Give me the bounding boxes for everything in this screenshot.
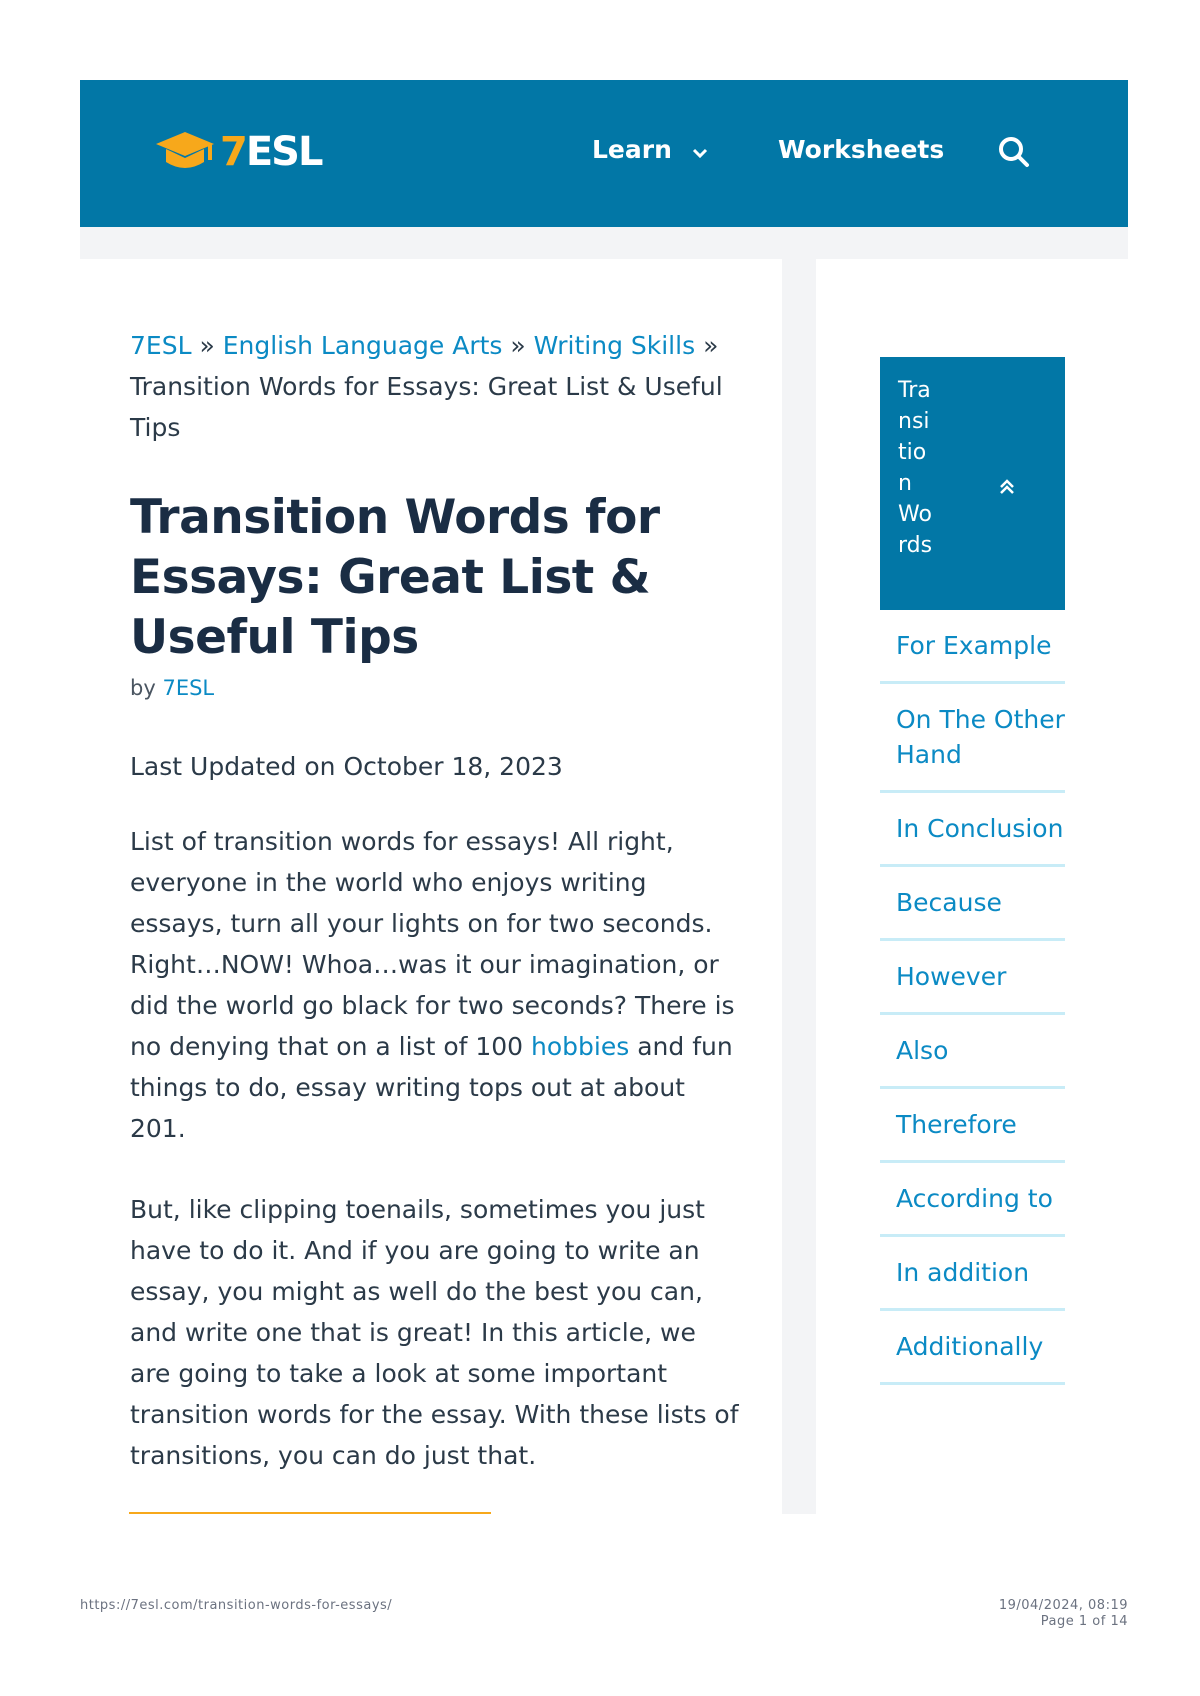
toc-item-for-example[interactable]: For Example: [880, 610, 1065, 684]
breadcrumb-separator: »: [703, 331, 719, 360]
breadcrumb-home[interactable]: 7ESL: [130, 331, 192, 360]
breadcrumb-writing-skills[interactable]: Writing Skills: [533, 331, 696, 360]
toc-item-however[interactable]: However: [880, 941, 1065, 1015]
breadcrumb: [130, 325, 740, 448]
para1-text-end: and fun things to do, essay writing tops out at about 201.: [130, 1032, 733, 1143]
breadcrumb-separator: »: [199, 331, 215, 360]
toc-header[interactable]: [880, 357, 1065, 610]
site-logo[interactable]: [154, 128, 321, 176]
search-icon[interactable]: [998, 136, 1030, 172]
author-link[interactable]: 7ESL: [162, 676, 215, 700]
hobbies-link[interactable]: hobbies: [531, 1032, 630, 1061]
byline-label: by: [130, 676, 156, 700]
toc-item-in-conclusion[interactable]: In Conclusion: [880, 793, 1065, 867]
page-title: Transition Words for Essays: Great List & Useful Tips: [130, 490, 660, 665]
breadcrumb-english-language-arts[interactable]: English Language Arts: [222, 331, 503, 360]
second-paragraph: But, like clipping toenails, sometimes you just have to do it. And if you are going to write an essay, you might as well do the best you can, and write one that is great! In this article, we are going to take a look at some important transition words for the essay. With these lists of transitions, you can do just that.: [130, 1195, 739, 1470]
breadcrumb-current: Transition Words for Essays: Great List & Useful Tips: [130, 372, 723, 442]
toc-item-in-addition[interactable]: In addition: [880, 1237, 1065, 1311]
toc-heading: Transition Words: [898, 378, 933, 558]
nav-learn[interactable]: [592, 135, 708, 164]
footer-meta: [999, 1598, 1128, 1630]
toc-item-on-the-other-hand[interactable]: On The Other Hand: [880, 684, 1065, 793]
para1-text-start: List of transition words for essays! All right, everyone in the world who enjoys writing essays, turn all your lights on for two seconds. Right…NOW! Whoa…was it our imagination, or did the world go black for two seconds? There is no denying that on a list of 100: [130, 827, 735, 1061]
logo-text: 7ESL: [220, 129, 322, 175]
footer-url: https://7esl.com/transition-words-for-essays/: [80, 1598, 393, 1613]
nav-learn-label: Learn: [592, 135, 672, 164]
table-of-contents: [880, 357, 1065, 1385]
chevrons-up-icon[interactable]: [998, 473, 1016, 504]
footer-page-number: Page 1 of 14: [1040, 1614, 1128, 1629]
last-updated: Last Updated on October 18, 2023: [130, 752, 563, 781]
toc-item-also[interactable]: Also: [880, 1015, 1065, 1089]
footer-datetime: 19/04/2024, 08:19: [998, 1598, 1128, 1613]
nav-worksheets[interactable]: Worksheets: [778, 135, 945, 164]
intro-paragraph: [130, 821, 740, 1149]
sidebar-gutter: [782, 259, 816, 1514]
toc-item-because[interactable]: Because: [880, 867, 1065, 941]
toc-item-therefore[interactable]: Therefore: [880, 1089, 1065, 1163]
byline: [130, 676, 740, 700]
section-divider: [129, 1512, 491, 1514]
article-main: [130, 325, 740, 1476]
toc-item-according-to[interactable]: According to: [880, 1163, 1065, 1237]
graduation-cap-icon: [154, 128, 216, 176]
toc-item-additionally[interactable]: Additionally: [880, 1311, 1065, 1385]
site-header: [80, 80, 1128, 227]
header-spacer: [80, 227, 1128, 259]
chevron-down-icon: [692, 135, 708, 164]
breadcrumb-separator: »: [510, 331, 526, 360]
